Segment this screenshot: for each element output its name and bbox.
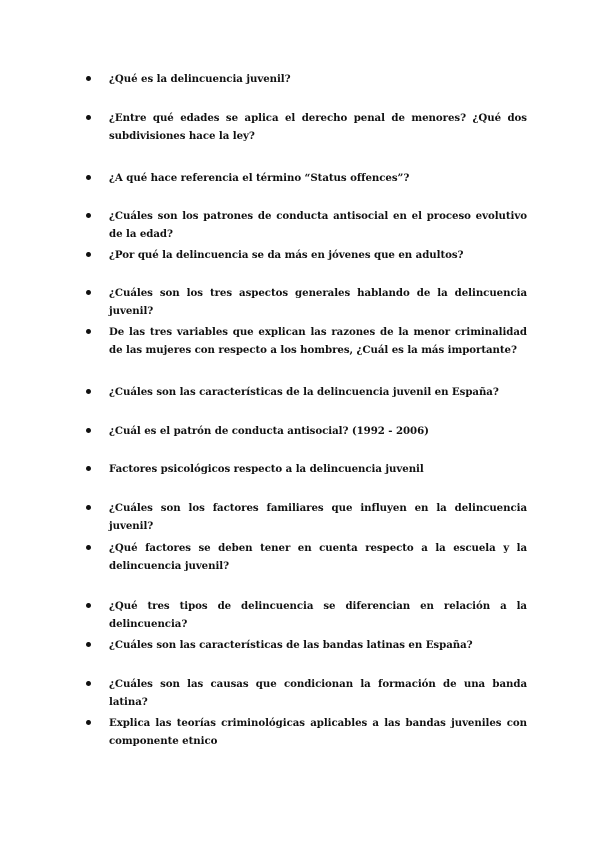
bullet-icon — [86, 175, 91, 180]
question-text: ¿Cuáles son los factores familiares que influyen en la delincuencia juvenil? — [109, 502, 527, 532]
bullet-icon — [86, 466, 91, 471]
question-text: ¿Cuáles son las características de la delincuencia juvenil en España? — [109, 386, 499, 398]
question-text: ¿Qué factores se deben tener en cuenta respecto a la escuela y la delincuencia juvenil? — [109, 542, 527, 572]
question-text: Explica las teorías criminológicas aplicables a las bandas juveniles con componente etnico — [109, 717, 527, 747]
bullet-icon — [86, 252, 91, 257]
bullet-icon — [86, 213, 91, 218]
question-text: ¿Qué es la delincuencia juvenil? — [109, 73, 291, 85]
bullet-icon — [86, 603, 91, 608]
question-text: ¿Cuáles son los patrones de conducta antisocial en el proceso evolutivo de la edad? — [109, 210, 527, 240]
question-text: ¿Cuáles son las características de las bandas latinas en España? — [109, 639, 473, 651]
bullet-icon — [86, 505, 91, 510]
bullet-icon — [86, 290, 91, 295]
question-text: Factores psicológicos respecto a la delincuencia juvenil — [109, 463, 424, 475]
bullet-icon — [86, 642, 91, 647]
bullet-icon — [86, 76, 91, 81]
bullet-icon — [86, 115, 91, 120]
bullet-icon — [86, 681, 91, 686]
question-text: ¿Qué tres tipos de delincuencia se diferencian en relación a la delincuencia? — [109, 600, 527, 630]
bullet-icon — [86, 389, 91, 394]
question-text: ¿Entre qué edades se aplica el derecho penal de menores? ¿Qué dos subdivisiones hace la ley? — [109, 112, 527, 142]
question-text: ¿Cuáles son las causas que condicionan la formación de una banda latina? — [109, 678, 527, 708]
question-text: ¿Cuáles son los tres aspectos generales hablando de la delincuencia juvenil? — [109, 287, 527, 317]
question-text: ¿A qué hace referencia el término “Status offences”? — [109, 172, 410, 184]
bullet-icon — [86, 428, 91, 433]
question-text: ¿Por qué la delincuencia se da más en jóvenes que en adultos? — [109, 249, 464, 261]
bullet-icon — [86, 329, 91, 334]
bullet-icon — [86, 545, 91, 550]
question-text: De las tres variables que explican las razones de la menor criminalidad de las mujeres con respecto a los hombres, ¿Cuál es la más importante? — [109, 326, 527, 356]
question-text: ¿Cuál es el patrón de conducta antisocial? (1992 - 2006) — [109, 425, 429, 437]
bullet-icon — [86, 720, 91, 725]
